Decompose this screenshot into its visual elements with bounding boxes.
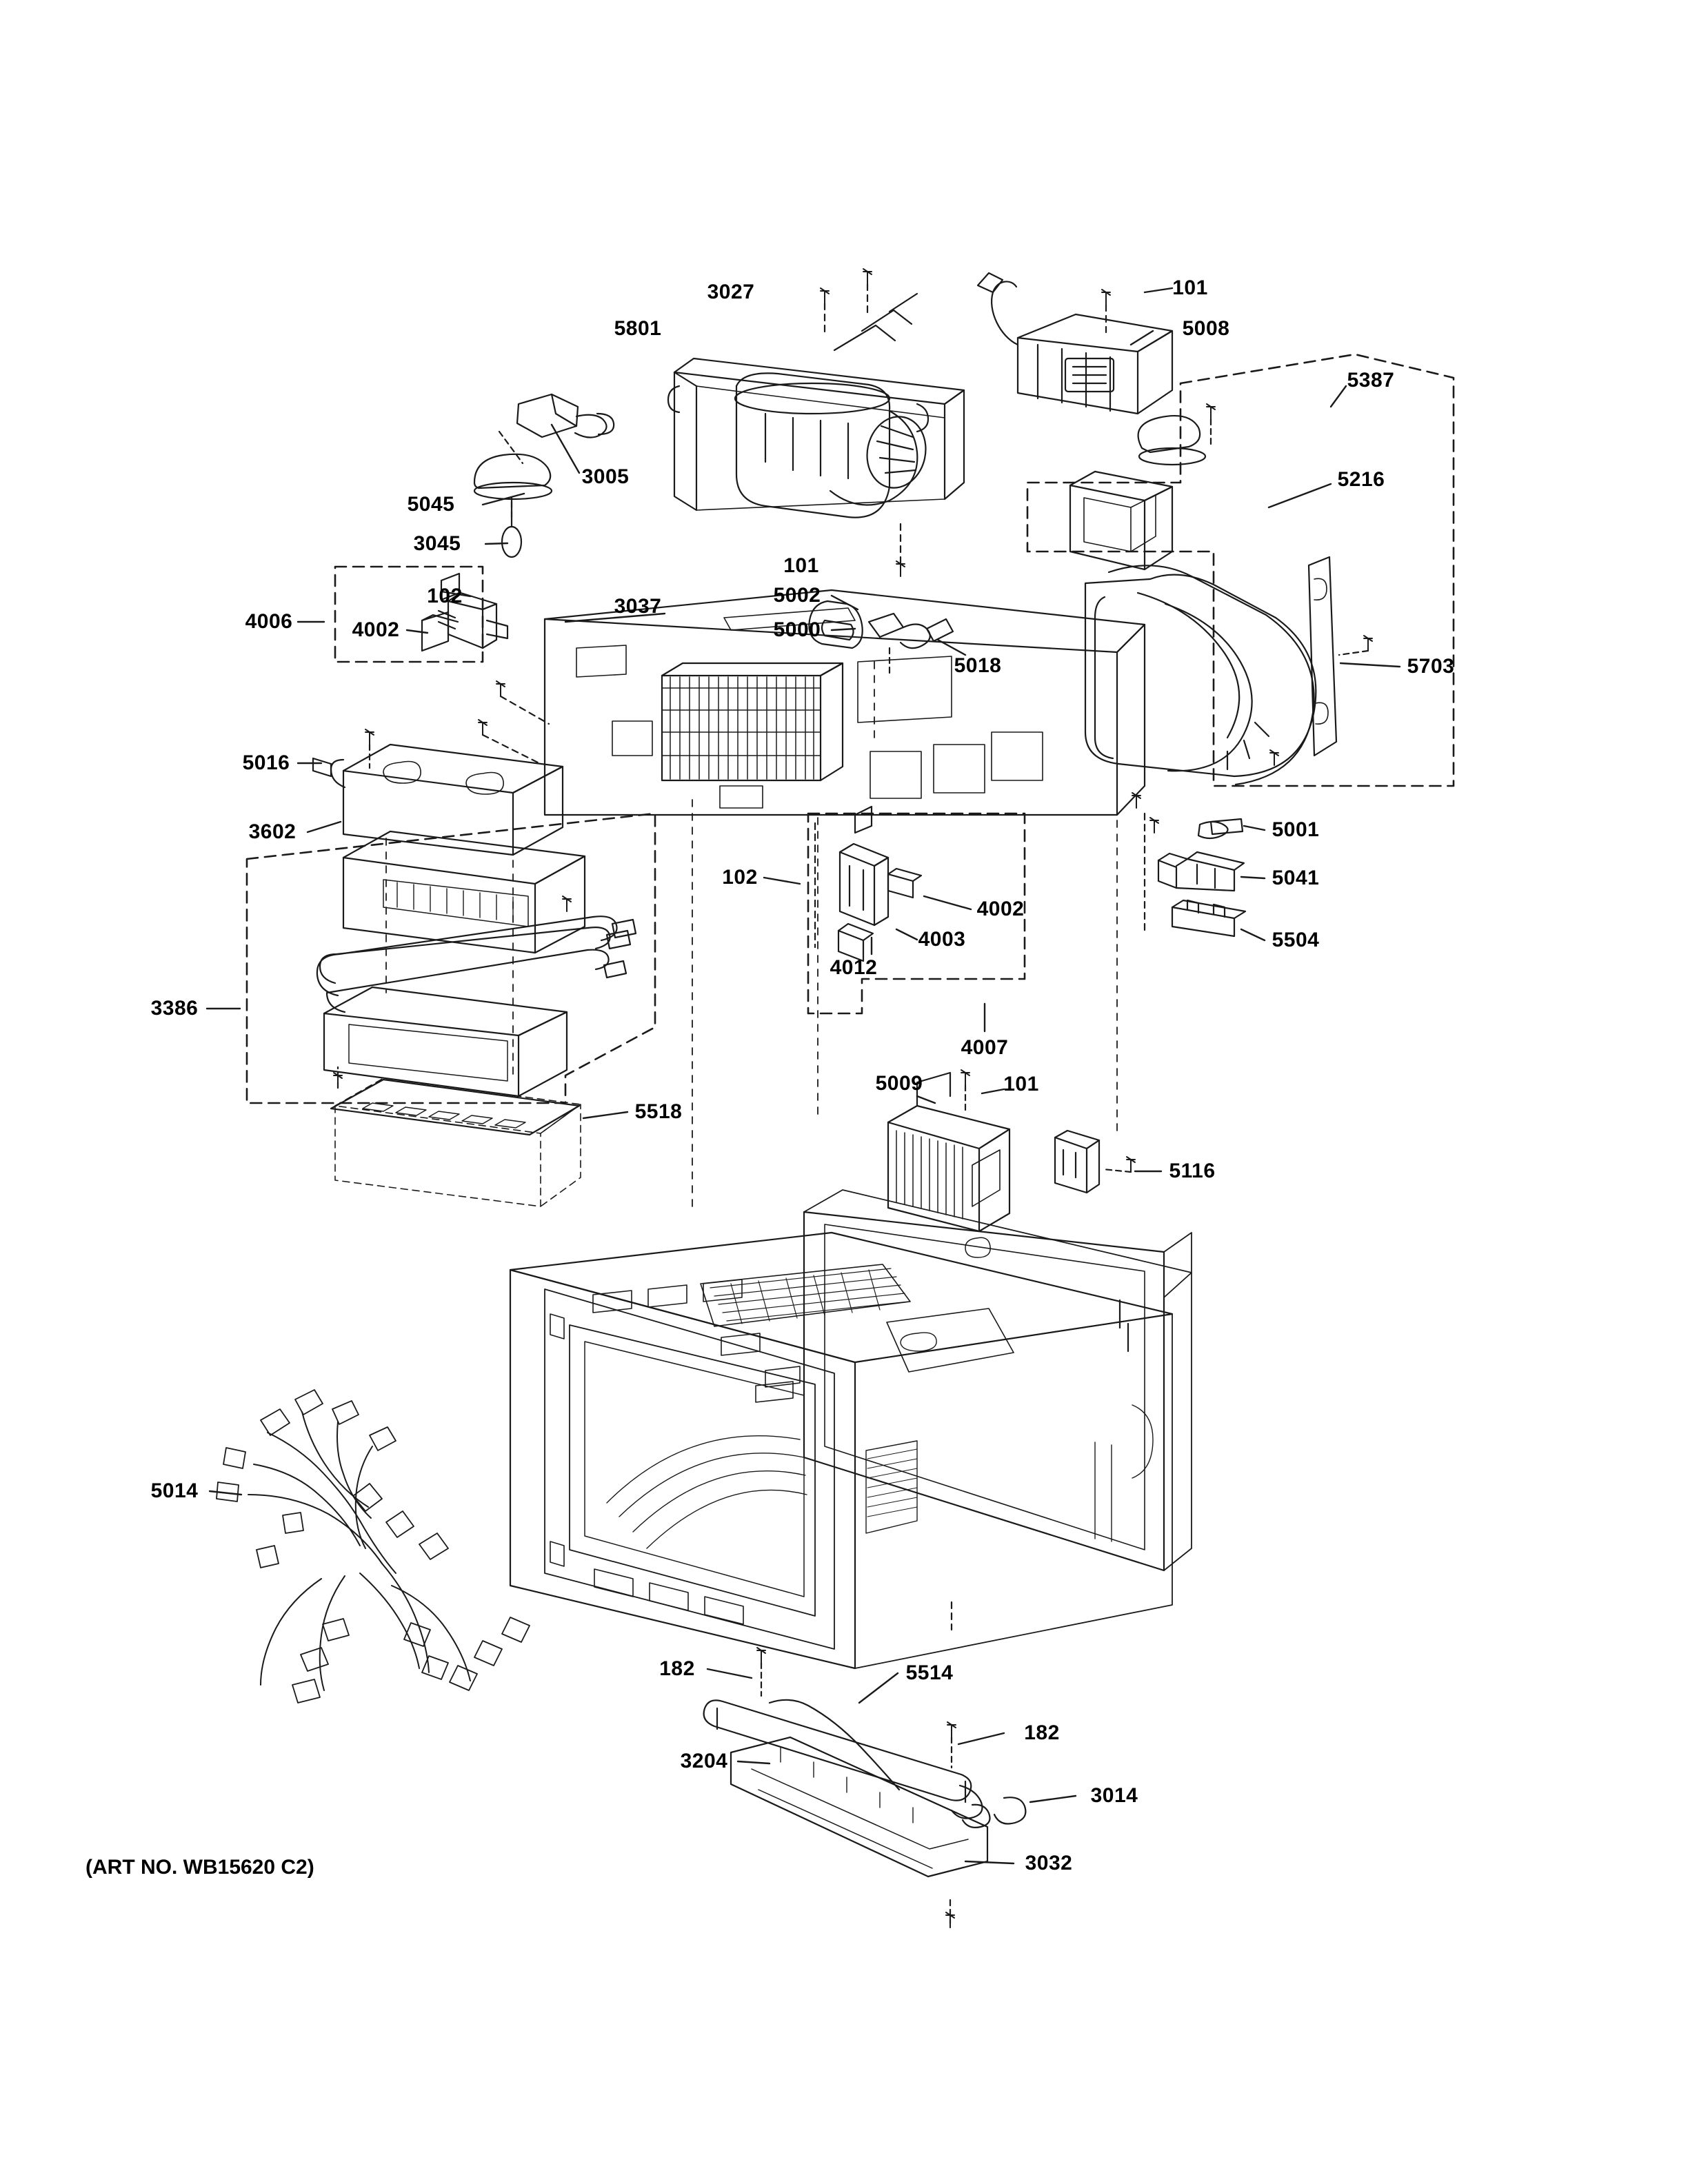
callout-4012: 4012 [830, 956, 878, 979]
callout-5018: 5018 [954, 654, 1002, 677]
callout-3204: 3204 [680, 1750, 728, 1772]
callout-5000: 5000 [773, 618, 821, 641]
callout-3045: 3045 [413, 532, 461, 555]
callout-5008: 5008 [1182, 317, 1230, 340]
callout-5045: 5045 [407, 493, 455, 516]
callout-102-a: 102 [427, 585, 463, 607]
callout-4003: 4003 [918, 928, 966, 951]
callout-4006: 4006 [245, 610, 293, 633]
callout-5116: 5116 [1169, 1160, 1216, 1182]
callout-5514: 5514 [905, 1661, 954, 1684]
callout-101-top: 101 [1172, 276, 1208, 299]
callout-182-a: 182 [659, 1657, 695, 1680]
callout-3005: 3005 [581, 465, 630, 488]
callout-101-mid: 101 [783, 554, 819, 577]
callout-3037: 3037 [614, 595, 662, 618]
art-number-label: (ART NO. WB15620 C2) [86, 1856, 314, 1879]
callout-182-b: 182 [1024, 1721, 1060, 1744]
callout-5703: 5703 [1407, 655, 1455, 678]
callout-5016: 5016 [242, 751, 290, 774]
callout-5387: 5387 [1347, 369, 1395, 392]
callout-102-b: 102 [722, 866, 758, 889]
callout-5014: 5014 [150, 1479, 199, 1502]
callout-4002-b: 4002 [976, 898, 1025, 920]
callout-5801: 5801 [614, 317, 662, 340]
callout-101-bottom: 101 [1003, 1073, 1039, 1095]
callout-5518: 5518 [634, 1100, 683, 1123]
callout-4007: 4007 [961, 1036, 1009, 1059]
callout-3602: 3602 [248, 820, 297, 843]
callout-3027: 3027 [707, 281, 755, 303]
callout-5041: 5041 [1272, 867, 1320, 889]
callout-5002: 5002 [773, 584, 821, 607]
callout-3386: 3386 [150, 997, 199, 1020]
callout-3032: 3032 [1025, 1852, 1073, 1874]
callout-5216: 5216 [1337, 468, 1385, 491]
callout-5504: 5504 [1272, 929, 1320, 951]
callout-3014: 3014 [1090, 1784, 1138, 1807]
callout-4002-a: 4002 [352, 618, 400, 641]
callout-5001: 5001 [1272, 818, 1320, 841]
callout-5009: 5009 [875, 1072, 923, 1095]
